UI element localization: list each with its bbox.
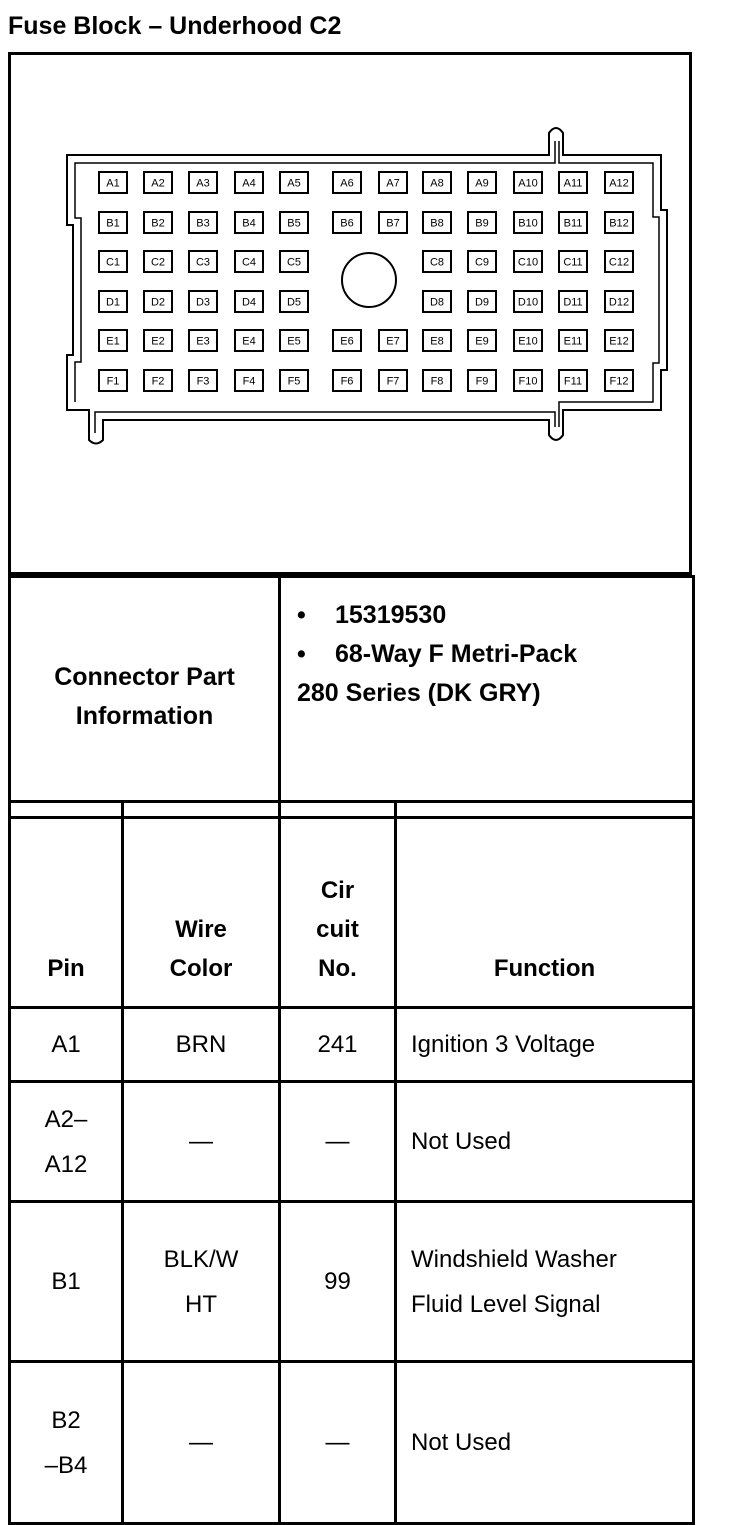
connector-pin-label: C2	[150, 256, 166, 269]
connector-pin-cell	[559, 172, 587, 193]
connector-pin-label: C5	[286, 256, 302, 269]
pinout-table	[8, 800, 695, 1525]
description-line1: 68-Way F Metri-Pack	[335, 640, 578, 668]
function-cell: Ignition 3 Voltage	[396, 1008, 694, 1082]
pinout-header-row	[10, 802, 694, 1008]
connector-pin-cell	[423, 212, 451, 233]
connector-pin-label: E10	[518, 335, 538, 348]
header-pin: Pin	[10, 802, 123, 1008]
connector-pin-label: B10	[518, 217, 538, 230]
connector-pin-cell	[144, 212, 172, 233]
connector-pin-label: D1	[105, 296, 121, 309]
connector-pin-cell	[235, 251, 263, 272]
connector-face-diagram	[11, 55, 695, 578]
connector-pin-cell	[423, 370, 451, 391]
connector-pin-label: E1	[106, 335, 120, 348]
connector-pin-label: D4	[241, 296, 257, 309]
connector-pin-cell	[189, 330, 217, 351]
connector-pin-label: F9	[475, 375, 489, 388]
pin-cell: A1	[10, 1008, 123, 1082]
connector-pin-cell	[514, 212, 542, 233]
connector-pin-label: D9	[474, 296, 490, 309]
connector-pin-cell	[468, 370, 496, 391]
part-number: 15319530	[335, 601, 447, 629]
pin-cell: B1	[10, 1202, 123, 1362]
connector-pin-cell	[280, 291, 308, 312]
connector-pin-label: D11	[563, 296, 583, 309]
connector-pin-cell	[559, 251, 587, 272]
connector-pin-label: A7	[386, 177, 400, 190]
circuit-cell: —	[280, 1082, 396, 1202]
connector-pin-label: F2	[151, 375, 165, 388]
connector-pin-label: E5	[287, 335, 301, 348]
connector-pin-label: F3	[196, 375, 210, 388]
pin-cell: B2 –B4	[10, 1362, 123, 1524]
connector-pin-label: B11	[563, 217, 583, 230]
connector-pin-label: F6	[340, 375, 354, 388]
connector-pin-cell	[144, 172, 172, 193]
connector-pin-label: E11	[563, 335, 583, 348]
connector-pin-cell	[99, 212, 127, 233]
connector-pin-label: C8	[429, 256, 445, 269]
bullet: •	[297, 640, 306, 668]
connector-pin-label: E3	[196, 335, 210, 348]
connector-pin-cell	[605, 172, 633, 193]
connector-pin-label: D12	[608, 296, 630, 309]
connector-pin-cell	[423, 330, 451, 351]
connector-pin-label: D3	[195, 296, 211, 309]
connector-pin-cell	[99, 291, 127, 312]
connector-pin-cell	[280, 251, 308, 272]
connector-pin-cell	[144, 330, 172, 351]
connector-pin-cell	[379, 212, 407, 233]
connector-pin-cell	[379, 330, 407, 351]
connector-pin-cell	[99, 370, 127, 391]
connector-pin-label: C10	[517, 256, 539, 269]
connector-pin-cell	[514, 330, 542, 351]
connector-pin-label: E12	[609, 335, 629, 348]
wire-color-cell: —	[123, 1082, 280, 1202]
info-label-line1: Connector Part	[54, 663, 235, 691]
circuit-cell: 241	[280, 1008, 396, 1082]
connector-pin-label: B8	[430, 217, 444, 230]
connector-pin-label: B5	[287, 217, 301, 230]
connector-pin-label: A1	[106, 177, 120, 190]
connector-pin-cell	[468, 330, 496, 351]
connector-pin-label: D10	[517, 296, 539, 309]
connector-pin-label: F11	[563, 375, 583, 388]
wire-color-cell: —	[123, 1362, 280, 1524]
connector-pin-label: B2	[151, 217, 165, 230]
page-title: Fuse Block – Underhood C2	[8, 12, 342, 40]
connector-pin-cell	[605, 330, 633, 351]
function-cell: Not Used	[396, 1362, 694, 1524]
connector-pin-label: F10	[518, 375, 538, 388]
connector-pin-cell	[514, 172, 542, 193]
connector-pin-label: A2	[151, 177, 165, 190]
connector-pin-cell	[423, 172, 451, 193]
connector-pin-label: B4	[242, 217, 256, 230]
connector-pin-cell	[333, 212, 361, 233]
connector-pin-label: F8	[430, 375, 444, 388]
connector-pin-cell	[144, 251, 172, 272]
table-row	[10, 1008, 694, 1082]
connector-pin-label: D5	[286, 296, 302, 309]
function-cell: Not Used	[396, 1082, 694, 1202]
connector-pin-label: B9	[475, 217, 489, 230]
header-circuit-no: Cir cuit No.	[280, 802, 396, 1008]
connector-pin-label: B1	[106, 217, 120, 230]
connector-center-post	[342, 253, 396, 307]
connector-pin-cell	[379, 172, 407, 193]
connector-pin-cell	[333, 172, 361, 193]
connector-pin-label: C12	[608, 256, 630, 269]
connector-pin-cell	[559, 291, 587, 312]
connector-pin-cell	[605, 251, 633, 272]
connector-pin-label: E4	[242, 335, 256, 348]
info-label-line2: Information	[75, 702, 214, 730]
wire-color-cell: BRN	[123, 1008, 280, 1082]
connector-pin-cell	[235, 172, 263, 193]
connector-part-info-label	[10, 577, 280, 818]
connector-pin-cell	[333, 370, 361, 391]
connector-pin-label: E6	[340, 335, 354, 348]
connector-pin-cell	[189, 251, 217, 272]
bullet: •	[297, 601, 306, 629]
connector-part-info-values	[280, 577, 694, 818]
connector-pin-label: E2	[151, 335, 165, 348]
connector-pin-label: A10	[518, 177, 538, 190]
connector-pin-label: A12	[609, 177, 629, 190]
connector-pin-cell	[99, 172, 127, 193]
connector-pin-cell	[605, 212, 633, 233]
connector-pin-cell	[280, 212, 308, 233]
connector-pin-label: B7	[386, 217, 400, 230]
connector-pin-label: B12	[609, 217, 629, 230]
table-row	[10, 1362, 694, 1524]
connector-pin-cell	[235, 212, 263, 233]
connector-pin-label: A4	[242, 177, 256, 190]
connector-pin-label: B3	[196, 217, 210, 230]
connector-pin-cell	[189, 212, 217, 233]
connector-pin-cell	[99, 251, 127, 272]
connector-pin-cell	[144, 291, 172, 312]
connector-pin-cell	[280, 330, 308, 351]
connector-pin-cell	[235, 330, 263, 351]
connector-pin-label: E7	[386, 335, 400, 348]
connector-pin-cell	[423, 291, 451, 312]
connector-part-info-table	[8, 575, 695, 819]
part-number-item	[297, 596, 676, 635]
table-row	[10, 1082, 694, 1202]
connector-pin-label: A5	[287, 177, 301, 190]
connector-pin-cell	[189, 172, 217, 193]
connector-pin-cell	[559, 330, 587, 351]
connector-pin-cell	[468, 172, 496, 193]
connector-pin-label: B6	[340, 217, 354, 230]
connector-pin-cell	[379, 370, 407, 391]
connector-pin-cell	[423, 251, 451, 272]
connector-diagram-panel	[8, 52, 692, 575]
connector-pin-cell	[468, 251, 496, 272]
connector-pin-label: A3	[196, 177, 210, 190]
connector-pin-label: C3	[195, 256, 211, 269]
connector-pin-label: D8	[429, 296, 445, 309]
circuit-cell: 99	[280, 1202, 396, 1362]
connector-pin-label: F7	[386, 375, 400, 388]
connector-pin-cell	[235, 291, 263, 312]
connector-pin-cell	[559, 212, 587, 233]
wire-color-cell: BLK/W HT	[123, 1202, 280, 1362]
connector-pin-label: F4	[242, 375, 256, 388]
connector-pin-label: A11	[563, 177, 583, 190]
table-row	[10, 1202, 694, 1362]
connector-pin-label: C9	[474, 256, 490, 269]
connector-pin-label: A6	[340, 177, 354, 190]
connector-pin-cell	[99, 330, 127, 351]
description-item	[297, 635, 676, 674]
connector-pin-label: F5	[287, 375, 301, 388]
connector-pin-cell	[280, 172, 308, 193]
connector-pin-label: F12	[609, 375, 629, 388]
connector-pin-cell	[559, 370, 587, 391]
connector-pin-label: E8	[430, 335, 444, 348]
connector-pin-cell	[333, 330, 361, 351]
function-cell: Windshield Washer Fluid Level Signal	[396, 1202, 694, 1362]
connector-pin-label: D2	[150, 296, 166, 309]
header-function: Function	[396, 802, 694, 1008]
connector-pin-label: E9	[475, 335, 489, 348]
connector-pin-cell	[514, 370, 542, 391]
connector-pin-cell	[468, 291, 496, 312]
connector-pin-cell	[468, 212, 496, 233]
connector-pin-cell	[189, 291, 217, 312]
description-line2: 280 Series (DK GRY)	[297, 679, 541, 707]
connector-pin-cell	[514, 291, 542, 312]
connector-pin-label: F1	[106, 375, 120, 388]
connector-pin-cell	[605, 291, 633, 312]
header-wire-color: Wire Color	[123, 802, 280, 1008]
connector-pin-cell	[144, 370, 172, 391]
connector-pin-label: C4	[241, 256, 257, 269]
connector-pin-cell	[605, 370, 633, 391]
connector-pin-cell	[280, 370, 308, 391]
pin-cell: A2– A12	[10, 1082, 123, 1202]
connector-pin-label: A8	[430, 177, 444, 190]
connector-pin-label: C1	[105, 256, 121, 269]
connector-pin-cell	[235, 370, 263, 391]
connector-pin-cell	[189, 370, 217, 391]
connector-pin-cell	[514, 251, 542, 272]
connector-pin-label: A9	[475, 177, 489, 190]
circuit-cell: —	[280, 1362, 396, 1524]
connector-pin-label: C11	[563, 256, 583, 269]
